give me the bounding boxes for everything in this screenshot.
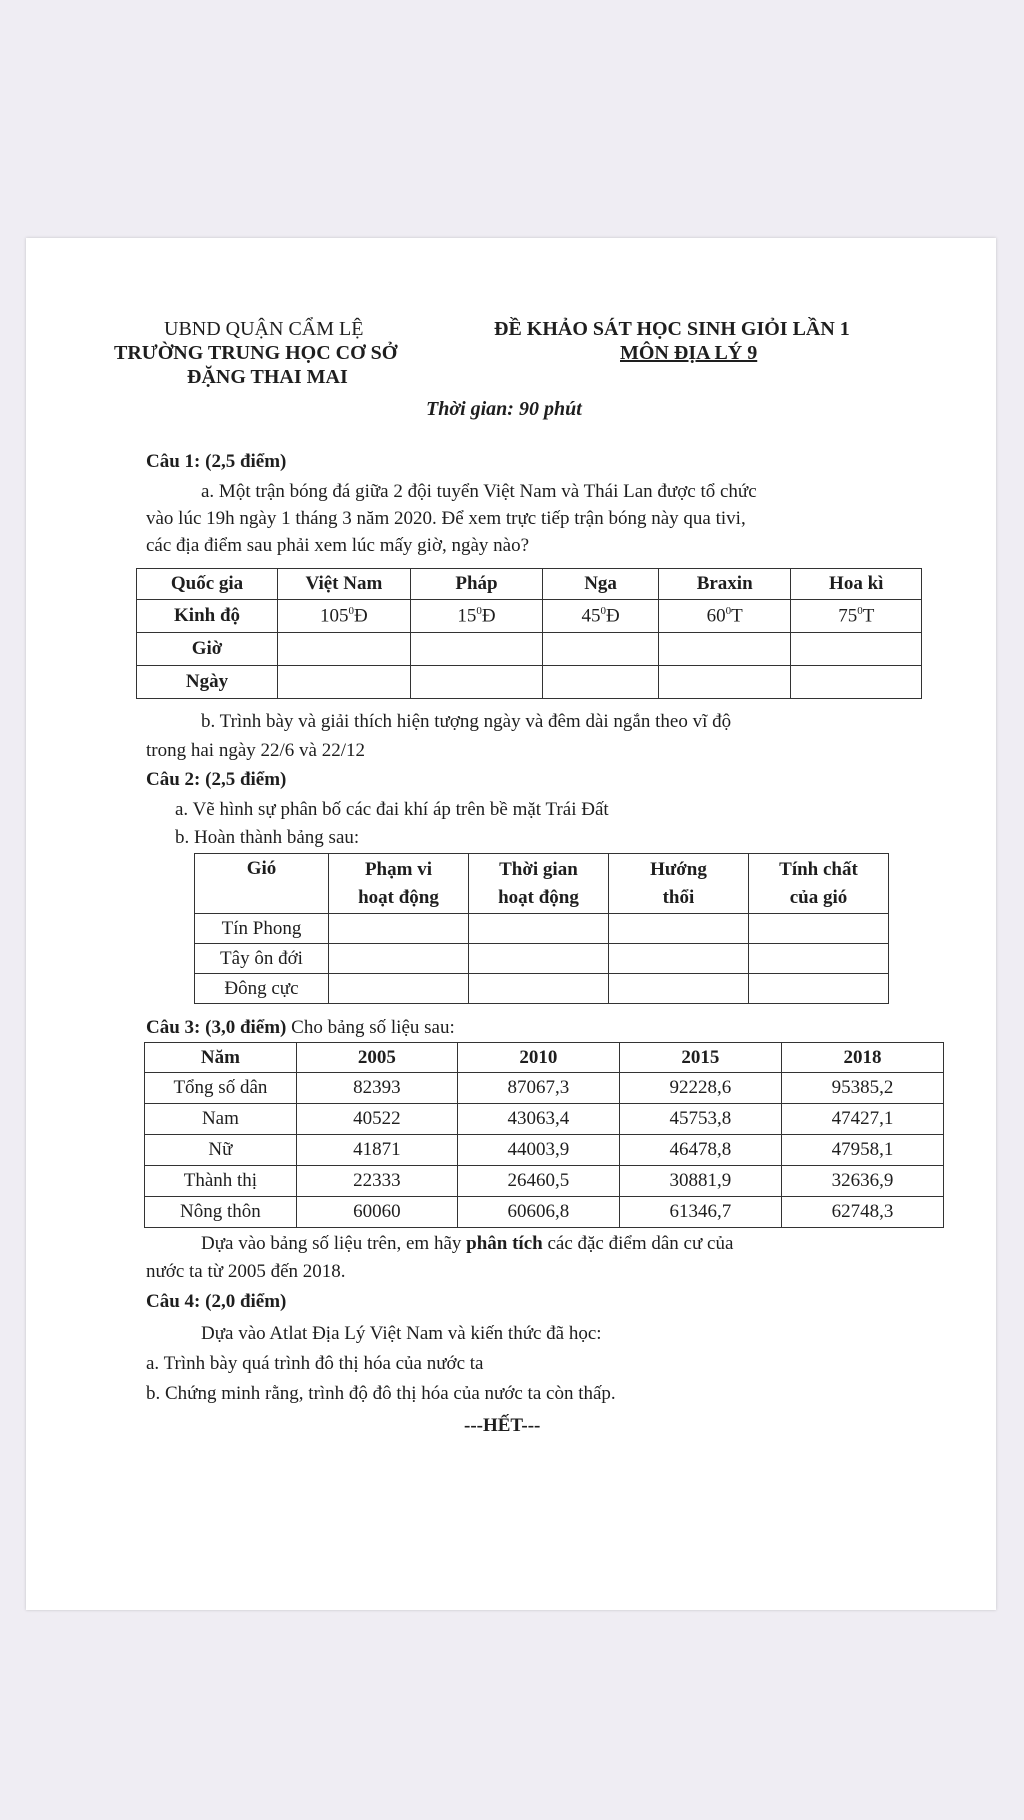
empty-cell <box>748 944 888 974</box>
question-1b-line2: trong hai ngày 22/6 và 22/12 <box>146 740 365 761</box>
value-cell: 32636,9 <box>781 1166 943 1197</box>
value-cell: 41871 <box>296 1135 457 1166</box>
row-label: Ngày <box>137 666 278 699</box>
value-cell: 60060 <box>296 1197 457 1228</box>
empty-cell <box>608 944 748 974</box>
value-cell: 47958,1 <box>781 1135 943 1166</box>
value-cell: 87067,3 <box>457 1073 619 1104</box>
empty-cell <box>328 914 468 944</box>
empty-cell <box>543 633 659 666</box>
value-cell: 62748,3 <box>781 1197 943 1228</box>
table-header-cell: Nga <box>543 569 659 600</box>
question-2a: a. Vẽ hình sự phân bố các đai khí áp trên bề mặt Trái Đất <box>175 799 609 820</box>
table-header-cell: Braxin <box>658 569 791 600</box>
value-cell: 60606,8 <box>457 1197 619 1228</box>
table-row <box>137 600 922 633</box>
value-cell: 47427,1 <box>781 1104 943 1135</box>
empty-cell <box>791 633 922 666</box>
row-label: Kinh độ <box>137 600 278 633</box>
row-label: Nông thôn <box>145 1197 297 1228</box>
wind-table <box>194 853 889 1004</box>
empty-cell <box>328 974 468 1004</box>
wind-name-cell: Đông cực <box>195 974 329 1004</box>
question-4a: a. Trình bày quá trình đô thị hóa của nước ta <box>146 1353 484 1374</box>
empty-cell <box>278 666 411 699</box>
table-header-cell: Thời gian hoạt động <box>468 854 608 914</box>
row-label: Giờ <box>137 633 278 666</box>
question-3-task-line2: nước ta từ 2005 đến 2018. <box>146 1261 346 1282</box>
longitude-cell: $60^0T$ <box>658 600 791 633</box>
wind-name-cell: Tây ôn đới <box>195 944 329 974</box>
table-header-cell: Gió <box>195 854 329 914</box>
table-header-cell: 2005 <box>296 1043 457 1073</box>
end-marker: ---HẾT--- <box>464 1415 541 1436</box>
table-row <box>137 666 922 699</box>
longitude-time-table <box>136 568 922 699</box>
table-header-cell: Quốc gia <box>137 569 278 600</box>
table-row <box>145 1166 944 1197</box>
table-header-row <box>137 569 922 600</box>
question-1-title: Câu 1: (2,5 điểm) <box>146 451 287 472</box>
value-cell: 40522 <box>296 1104 457 1135</box>
empty-cell <box>468 914 608 944</box>
question-3-heading <box>146 1016 455 1040</box>
row-label: Thành thị <box>145 1166 297 1197</box>
school-name-line1: TRƯỜNG TRUNG HỌC CƠ SỞ <box>114 342 398 364</box>
question-4b: b. Chứng minh rằng, trình độ đô thị hóa của nước ta còn thấp. <box>146 1383 616 1404</box>
school-name-line2: ĐẶNG THAI MAI <box>187 366 348 388</box>
table-header-cell: Việt Nam <box>278 569 411 600</box>
empty-cell <box>608 914 748 944</box>
value-cell: 61346,7 <box>619 1197 781 1228</box>
table-header-cell: Pháp <box>410 569 543 600</box>
exam-title: ĐỀ KHẢO SÁT HỌC SINH GIỎI LẦN 1 <box>494 318 850 340</box>
empty-cell <box>278 633 411 666</box>
table-header-cell: Hướng thổi <box>608 854 748 914</box>
longitude-cell: $15^0Đ$ <box>410 600 543 633</box>
empty-cell <box>468 944 608 974</box>
value-cell: 82393 <box>296 1073 457 1104</box>
table-header-cell: 2018 <box>781 1043 943 1073</box>
table-row <box>145 1135 944 1166</box>
question-1a-line1: a. Một trận bóng đá giữa 2 đội tuyển Việt Nam và Thái Lan được tổ chức <box>201 481 757 502</box>
empty-cell <box>328 944 468 974</box>
wind-name-cell: Tín Phong <box>195 914 329 944</box>
question-1a-line3: các địa điểm sau phải xem lúc mấy giờ, ngày nào? <box>146 535 530 556</box>
empty-cell <box>410 633 543 666</box>
row-label: Nữ <box>145 1135 297 1166</box>
empty-cell <box>658 666 791 699</box>
table-header-row <box>145 1043 944 1073</box>
row-label: Tổng số dân <box>145 1073 297 1104</box>
table-row <box>145 1073 944 1104</box>
empty-cell <box>468 974 608 1004</box>
table-header-row <box>195 854 889 914</box>
longitude-cell: $45^0Đ$ <box>543 600 659 633</box>
table-row <box>195 944 889 974</box>
question-2b: b. Hoàn thành bảng sau: <box>175 827 360 848</box>
value-cell: 26460,5 <box>457 1166 619 1197</box>
longitude-cell: $105^0Đ$ <box>278 600 411 633</box>
question-3-intro: Cho bảng số liệu sau: <box>286 1017 455 1038</box>
table-header-cell: 2015 <box>619 1043 781 1073</box>
question-3-title: Câu 3: (3,0 điểm) <box>146 1017 287 1038</box>
table-row <box>195 914 889 944</box>
population-table <box>144 1042 944 1228</box>
empty-cell <box>608 974 748 1004</box>
table-header-cell: 2010 <box>457 1043 619 1073</box>
empty-cell <box>658 633 791 666</box>
district-name: UBND QUẬN CẨM LỆ <box>164 318 364 340</box>
question-4-intro: Dựa vào Atlat Địa Lý Việt Nam và kiến thức đã học: <box>201 1323 602 1344</box>
table-row <box>145 1104 944 1135</box>
question-4-title: Câu 4: (2,0 điểm) <box>146 1291 287 1312</box>
table-row <box>195 974 889 1004</box>
empty-cell <box>410 666 543 699</box>
table-row <box>145 1197 944 1228</box>
value-cell: 92228,6 <box>619 1073 781 1104</box>
table-header-cell: Tính chất của gió <box>748 854 888 914</box>
value-cell: 44003,9 <box>457 1135 619 1166</box>
value-cell: 95385,2 <box>781 1073 943 1104</box>
question-3-task-line1: Dựa vào bảng số liệu trên, em hãy phân tích các đặc điểm dân cư của <box>201 1233 734 1254</box>
table-header-cell: Phạm vi hoạt động <box>328 854 468 914</box>
empty-cell <box>791 666 922 699</box>
longitude-cell: $75^0T$ <box>791 600 922 633</box>
value-cell: 22333 <box>296 1166 457 1197</box>
table-header-cell: Hoa kì <box>791 569 922 600</box>
table-header-cell: Năm <box>145 1043 297 1073</box>
question-1b-line1: b. Trình bày và giải thích hiện tượng ngày và đêm dài ngắn theo vĩ độ <box>201 711 732 732</box>
value-cell: 30881,9 <box>619 1166 781 1197</box>
subject-title: MÔN ĐỊA LÝ 9 <box>620 342 758 364</box>
empty-cell <box>748 914 888 944</box>
question-1a-line2: vào lúc 19h ngày 1 tháng 3 năm 2020. Để xem trực tiếp trận bóng này qua tivi, <box>146 508 746 529</box>
value-cell: 45753,8 <box>619 1104 781 1135</box>
exam-duration: Thời gian: 90 phút <box>426 398 582 420</box>
question-2-title: Câu 2: (2,5 điểm) <box>146 769 287 790</box>
exam-paper <box>26 238 996 1610</box>
value-cell: 46478,8 <box>619 1135 781 1166</box>
value-cell: 43063,4 <box>457 1104 619 1135</box>
empty-cell <box>748 974 888 1004</box>
empty-cell <box>543 666 659 699</box>
row-label: Nam <box>145 1104 297 1135</box>
table-row <box>137 633 922 666</box>
